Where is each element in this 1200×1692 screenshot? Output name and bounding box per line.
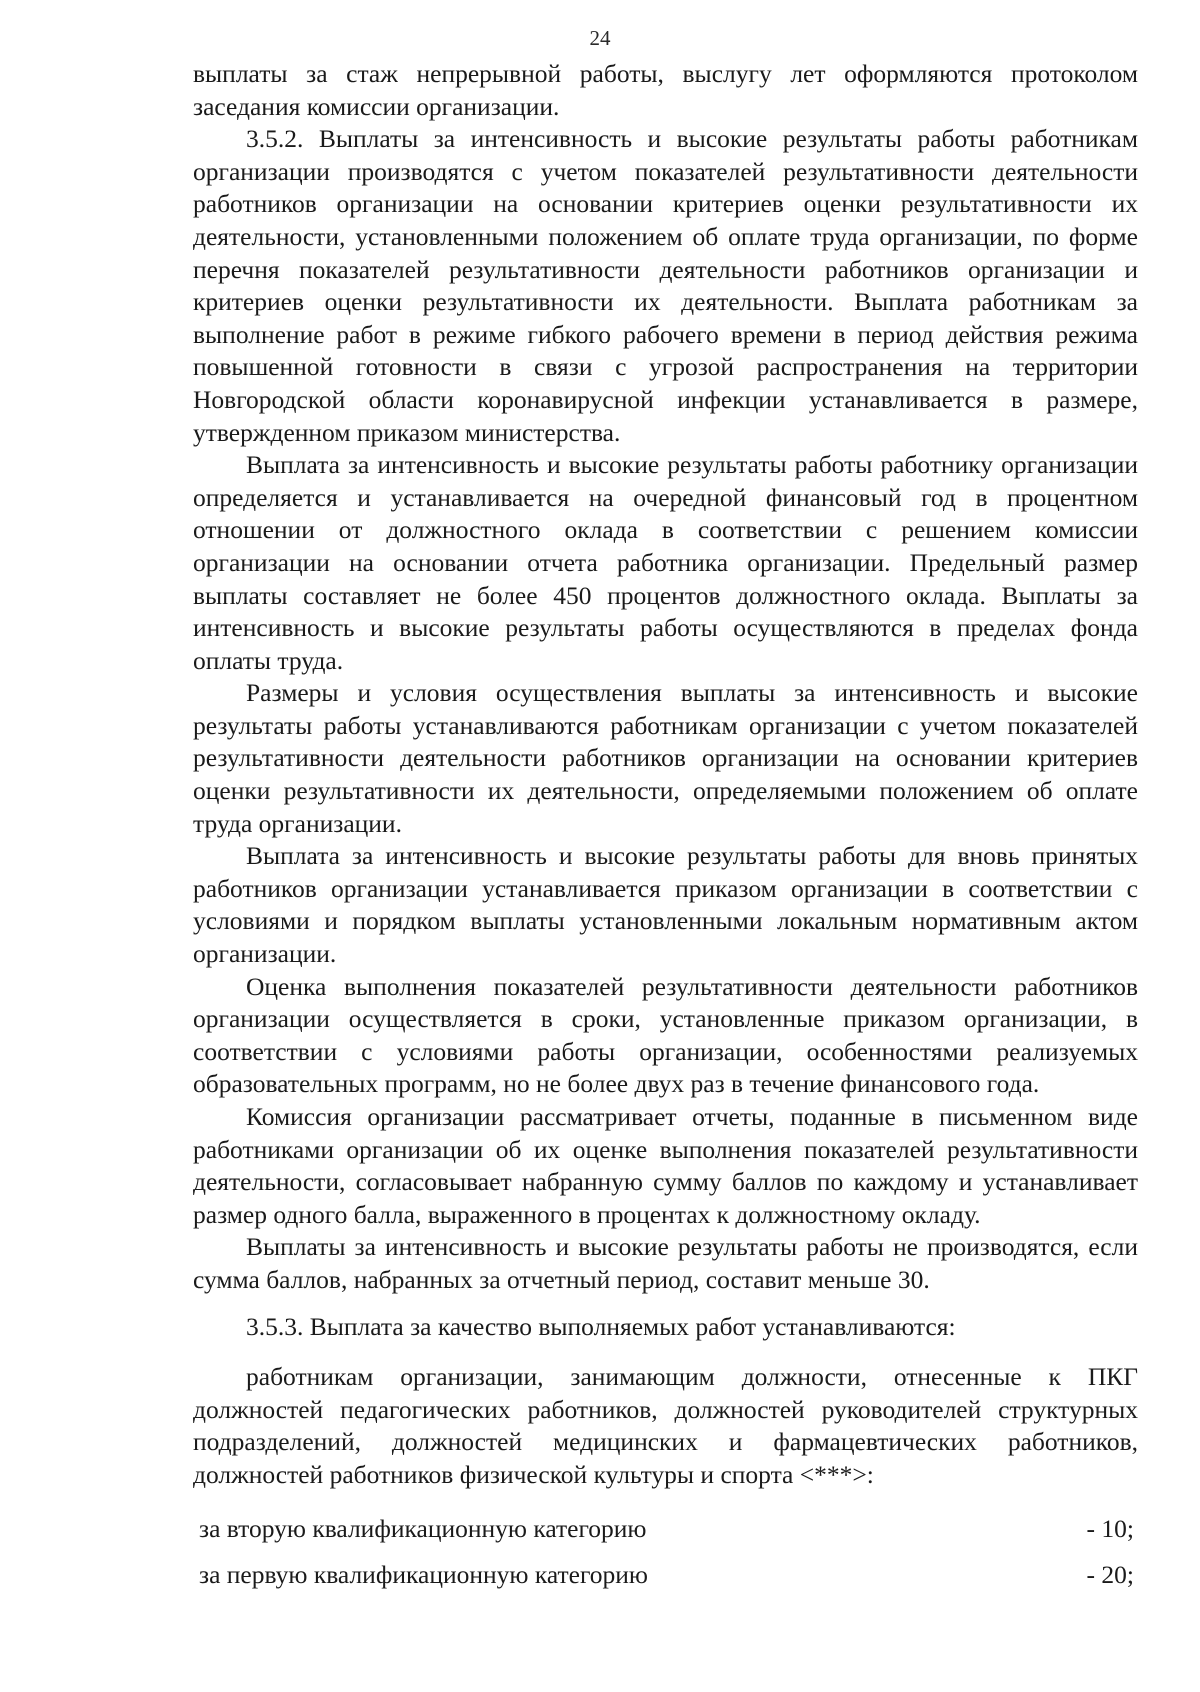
qualification-rate-list [199, 1506, 1138, 1598]
paragraph: Выплата за интенсивность и высокие результаты работы работнику организации определяется и устанавливается на очередной финансовый год в процентном отношении от должностного оклада в соответствии с решением комиссии организации на основании отчета работника организации. Предельный размер выплаты составляет не более 450 процентов должностного оклада. Выплаты за интенсивность и высокие результаты работы осуществляются в пределах фонда оплаты труда. [193, 450, 1138, 675]
page-number: 24 [589, 26, 611, 50]
paragraph: Оценка выполнения показателей результативности деятельности работников организации осуществляется в сроки, установленные приказом организации, в соответствии с условиями работы организации, особенностями реализуемых образовательных программ, но не более двух раз в течение финансового года. [193, 971, 1138, 1099]
paragraph: Комиссия организации рассматривает отчеты, поданные в письменном виде работниками организации об их оценке выполнения показателей результативности деятельности, согласовывает набранную сумму баллов по каждому и устанавливает размер одного балла, выраженного в процентах к должностному окладу. [193, 1102, 1138, 1229]
paragraph: Выплаты за интенсивность и высокие результаты работы не производятся, если сумма баллов, набранных за отчетный период, составит меньше 30. [193, 1232, 1138, 1294]
rate-value: - 20; [1086, 1559, 1134, 1589]
section-heading-paragraph: 3.5.3. Выплата за качество выполняемых работ устанавливаются: [246, 1311, 956, 1341]
rate-row [199, 1552, 1138, 1598]
rate-label: за первую квалификационную категорию [199, 1559, 648, 1589]
rate-value: - 10; [1086, 1513, 1134, 1543]
rate-row [199, 1506, 1138, 1552]
paragraph: Выплата за интенсивность и высокие результаты работы для вновь принятых работников организации устанавливается приказом организации в соответствии с условиями и порядком выплаты установленными локальным нормативным актом организации. [193, 841, 1138, 969]
paragraph: выплаты за стаж непрерывной работы, выслугу лет оформляются протоколом заседания комиссии организации. [193, 59, 1138, 121]
paragraph: работникам организации, занимающим должности, отнесенные к ПКГ должностей педагогических работников, должностей руководителей структурных подразделений, должностей медицинских и фармацевтических работников, должностей работников физической культуры и спорта <***>: [193, 1362, 1138, 1489]
rate-label: за вторую квалификационную категорию [199, 1513, 647, 1543]
document-body [193, 58, 1138, 1598]
paragraph: Размеры и условия осуществления выплаты за интенсивность и высокие результаты работы устанавливаются работникам организации с учетом показателей результативности деятельности работников организации на основании критериев оценки результативности их деятельности, определяемыми положением об оплате труда организации. [193, 678, 1138, 838]
paragraph: 3.5.2. Выплаты за интенсивность и высокие результаты работы работникам организации производятся с учетом показателей результативности деятельности работников организации на основании критериев оценки результативности их деятельности, установленными положением об оплате труда организации, по форме перечня показателей результативности деятельности работников организации и критериев оценки результативности их деятельности. Выплата работникам за выполнение работ в режиме гибкого рабочего времени в период действия режима повышенной готовности в связи с угрозой распространения на территории Новгородской области коронавирусной инфекции устанавливается в размере, утвержденном приказом министерства. [193, 124, 1138, 447]
